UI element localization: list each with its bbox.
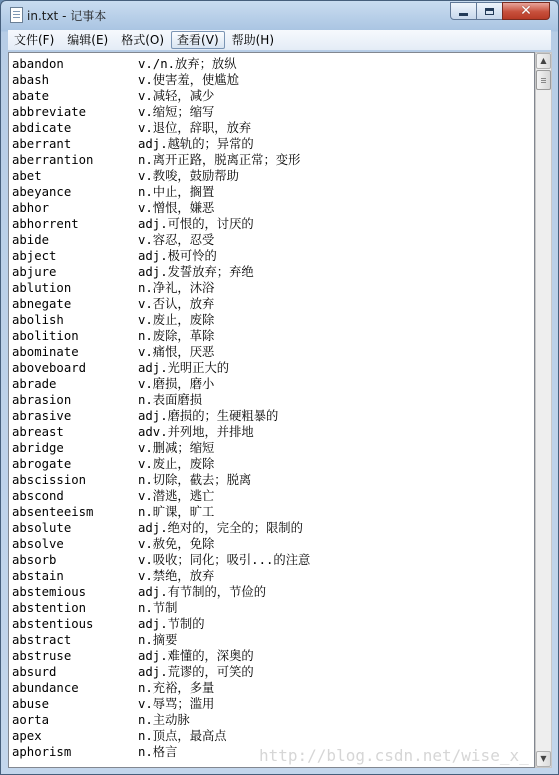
line-definition: adj.有节制的，节俭的 bbox=[138, 585, 266, 599]
text-line bbox=[12, 168, 239, 184]
text-line bbox=[12, 680, 214, 696]
maximize-icon bbox=[485, 8, 494, 15]
notepad-icon[interactable] bbox=[10, 7, 23, 23]
text-line bbox=[12, 696, 214, 712]
text-line bbox=[12, 744, 177, 760]
menu-view[interactable]: 查看(V) bbox=[171, 31, 225, 49]
line-word: abet bbox=[12, 169, 42, 183]
line-word: abandon bbox=[12, 57, 64, 71]
line-word: abscond bbox=[12, 489, 64, 503]
line-definition: n.充裕，多量 bbox=[138, 681, 215, 695]
close-button[interactable] bbox=[502, 2, 550, 20]
line-definition: v.憎恨，嫌恶 bbox=[138, 201, 215, 215]
minimize-icon bbox=[459, 13, 468, 16]
close-icon: ✕ bbox=[520, 3, 532, 19]
text-line bbox=[12, 456, 214, 472]
line-definition: v.吸收；同化；吸引...的注意 bbox=[138, 553, 311, 567]
text-line bbox=[12, 616, 205, 632]
text-line bbox=[12, 120, 251, 136]
line-word: abrasive bbox=[12, 409, 72, 423]
line-definition: adj.可恨的，讨厌的 bbox=[138, 217, 254, 231]
line-word: abash bbox=[12, 73, 50, 87]
line-word: abrogate bbox=[12, 457, 72, 471]
line-definition: v.减轻，减少 bbox=[138, 89, 215, 103]
text-line bbox=[12, 648, 254, 664]
text-line bbox=[12, 632, 177, 648]
line-word: abbreviate bbox=[12, 105, 87, 119]
scroll-thumb[interactable] bbox=[536, 70, 551, 90]
line-definition: n.格言 bbox=[138, 745, 178, 759]
text-line bbox=[12, 424, 254, 440]
line-definition: adj.发誓放弃；弃绝 bbox=[138, 265, 254, 279]
line-definition: n.中止，搁置 bbox=[138, 185, 215, 199]
line-word: abolition bbox=[12, 329, 79, 343]
line-definition: v.辱骂；滥用 bbox=[138, 697, 215, 711]
line-definition: adj.极可怜的 bbox=[138, 249, 217, 263]
line-word: abeyance bbox=[12, 185, 72, 199]
text-line bbox=[12, 472, 251, 488]
text-line bbox=[12, 264, 254, 280]
line-word: absolute bbox=[12, 521, 72, 535]
text-line bbox=[12, 728, 227, 744]
scroll-down-button[interactable] bbox=[536, 751, 551, 767]
text-line bbox=[12, 392, 202, 408]
line-definition: adj.光明正大的 bbox=[138, 361, 230, 375]
text-line bbox=[12, 584, 266, 600]
scroll-up-button[interactable] bbox=[536, 53, 551, 69]
text-line bbox=[12, 56, 237, 72]
line-definition: v.赦免，免除 bbox=[138, 537, 215, 551]
line-word: abrasion bbox=[12, 393, 72, 407]
line-word: absurd bbox=[12, 665, 57, 679]
text-line bbox=[12, 568, 214, 584]
text-line bbox=[12, 312, 214, 328]
line-word: aphorism bbox=[12, 745, 72, 759]
line-definition: v.禁绝，放弃 bbox=[138, 569, 215, 583]
line-definition: v.退位，辞职，放弃 bbox=[138, 121, 252, 135]
line-definition: n.净礼，沐浴 bbox=[138, 281, 215, 295]
text-line bbox=[12, 552, 310, 568]
line-definition: v.教唆，鼓励帮助 bbox=[138, 169, 239, 183]
maximize-button[interactable] bbox=[476, 2, 503, 20]
line-definition: n.主动脉 bbox=[138, 713, 190, 727]
text-line bbox=[12, 600, 177, 616]
line-definition: adj.磨损的；生硬粗暴的 bbox=[138, 409, 279, 423]
line-word: abstemious bbox=[12, 585, 87, 599]
line-word: abstention bbox=[12, 601, 87, 615]
line-word: aboveboard bbox=[12, 361, 87, 375]
line-word: abstract bbox=[12, 633, 72, 647]
line-word: aberrant bbox=[12, 137, 72, 151]
title-bar[interactable] bbox=[1, 1, 558, 29]
line-word: abhor bbox=[12, 201, 50, 215]
line-definition: adj.越轨的；异常的 bbox=[138, 137, 254, 151]
line-definition: adj.难懂的，深奥的 bbox=[138, 649, 254, 663]
line-word: abominate bbox=[12, 345, 79, 359]
line-word: absorb bbox=[12, 553, 57, 567]
line-word: abstentious bbox=[12, 617, 94, 631]
text-line bbox=[12, 664, 254, 680]
menu-edit[interactable]: 编辑(E) bbox=[67, 33, 109, 47]
line-word: absolve bbox=[12, 537, 64, 551]
scroll-down-icon: ▼ bbox=[540, 754, 547, 763]
text-line bbox=[12, 440, 214, 456]
menu-file[interactable]: 文件(F) bbox=[14, 33, 55, 47]
text-editor-area[interactable] bbox=[8, 52, 535, 768]
line-word: aberrantion bbox=[12, 153, 94, 167]
text-line bbox=[12, 376, 214, 392]
line-definition: n.摘要 bbox=[138, 633, 178, 647]
line-word: abide bbox=[12, 233, 50, 247]
line-definition: v.磨损，磨小 bbox=[138, 377, 215, 391]
text-line bbox=[12, 104, 214, 120]
vertical-scrollbar[interactable] bbox=[535, 52, 552, 768]
line-definition: n.切除，截去；脱离 bbox=[138, 473, 252, 487]
text-line bbox=[12, 520, 303, 536]
line-word: abate bbox=[12, 89, 50, 103]
line-word: abject bbox=[12, 249, 57, 263]
line-word: abstruse bbox=[12, 649, 72, 663]
text-line bbox=[12, 200, 214, 216]
text-line bbox=[12, 248, 217, 264]
text-line bbox=[12, 408, 278, 424]
minimize-button[interactable] bbox=[450, 2, 477, 20]
line-word: aorta bbox=[12, 713, 50, 727]
line-definition: adj.荒谬的，可笑的 bbox=[138, 665, 254, 679]
line-word: abuse bbox=[12, 697, 50, 711]
line-word: abdicate bbox=[12, 121, 72, 135]
line-word: abolish bbox=[12, 313, 64, 327]
text-line bbox=[12, 152, 300, 168]
line-word: abhorrent bbox=[12, 217, 79, 231]
line-definition: v./n.放弃；放纵 bbox=[138, 57, 237, 71]
text-line bbox=[12, 328, 214, 344]
line-word: abjure bbox=[12, 265, 57, 279]
line-word: abrade bbox=[12, 377, 57, 391]
line-definition: v.痛恨，厌恶 bbox=[138, 345, 215, 359]
line-definition: v.缩短；缩写 bbox=[138, 105, 215, 119]
menu-bar bbox=[8, 30, 551, 50]
text-line bbox=[12, 72, 239, 88]
text-line bbox=[12, 504, 214, 520]
line-definition: v.废止，废除 bbox=[138, 313, 215, 327]
text-line bbox=[12, 136, 254, 152]
line-definition: adj.绝对的，完全的；限制的 bbox=[138, 521, 303, 535]
text-line bbox=[12, 360, 229, 376]
line-word: ablution bbox=[12, 281, 72, 295]
text-line bbox=[12, 216, 254, 232]
line-word: abundance bbox=[12, 681, 79, 695]
line-word: abstain bbox=[12, 569, 64, 583]
line-word: abridge bbox=[12, 441, 64, 455]
line-definition: v.删减；缩短 bbox=[138, 441, 215, 455]
line-definition: adv.并列地，并排地 bbox=[138, 425, 254, 439]
window-title: in.txt - 记事本 bbox=[27, 9, 107, 23]
line-definition: adj.节制的 bbox=[138, 617, 205, 631]
line-definition: v.否认，放弃 bbox=[138, 297, 215, 311]
text-line bbox=[12, 184, 214, 200]
watermark-text: http://blog.csdn.net/wise_x_ bbox=[259, 746, 529, 765]
text-line bbox=[12, 536, 214, 552]
line-word: abreast bbox=[12, 425, 64, 439]
line-word: absenteeism bbox=[12, 505, 94, 519]
scroll-up-icon: ▲ bbox=[540, 56, 547, 65]
line-definition: v.容忍，忍受 bbox=[138, 233, 215, 247]
line-definition: n.旷课，旷工 bbox=[138, 505, 215, 519]
menu-help[interactable]: 帮助(H) bbox=[231, 33, 275, 47]
text-line bbox=[12, 88, 214, 104]
line-definition: v.使害羞，使尴尬 bbox=[138, 73, 239, 87]
line-word: apex bbox=[12, 729, 42, 743]
line-definition: n.离开正路，脱离正常；变形 bbox=[138, 153, 301, 167]
line-word: abscission bbox=[12, 473, 87, 487]
line-definition: n.节制 bbox=[138, 601, 178, 615]
text-line bbox=[12, 344, 214, 360]
text-line bbox=[12, 296, 214, 312]
line-definition: v.潜逃，逃亡 bbox=[138, 489, 215, 503]
line-definition: n.表面磨损 bbox=[138, 393, 202, 407]
line-definition: n.废除，革除 bbox=[138, 329, 215, 343]
line-word: abnegate bbox=[12, 297, 72, 311]
line-definition: n.顶点，最高点 bbox=[138, 729, 227, 743]
text-line bbox=[12, 488, 214, 504]
menu-format[interactable]: 格式(O) bbox=[121, 33, 165, 47]
line-definition: v.废止，废除 bbox=[138, 457, 215, 471]
text-line bbox=[12, 232, 214, 248]
text-line bbox=[12, 280, 214, 296]
text-line bbox=[12, 712, 190, 728]
